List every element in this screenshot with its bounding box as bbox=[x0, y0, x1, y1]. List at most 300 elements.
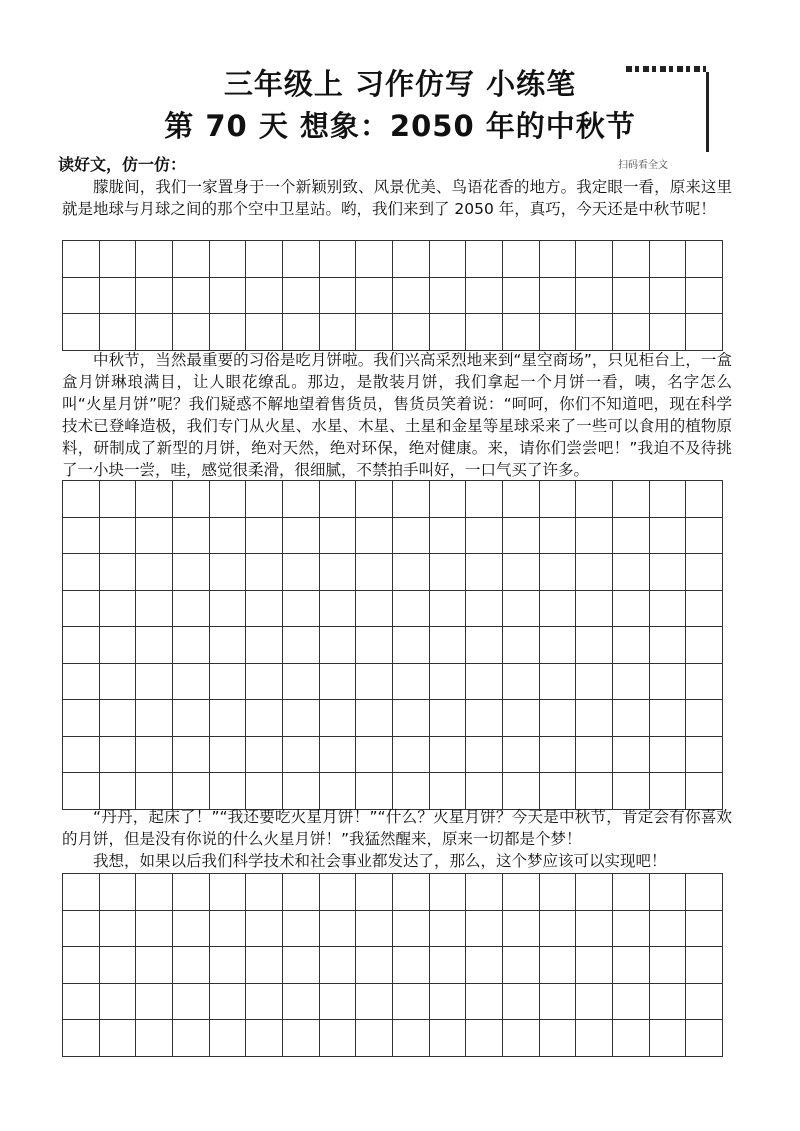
grid-cell[interactable] bbox=[466, 627, 503, 664]
writing-grid-3[interactable] bbox=[62, 873, 723, 1057]
grid-cell[interactable] bbox=[503, 911, 540, 948]
grid-cell[interactable] bbox=[246, 700, 283, 737]
grid-cell[interactable] bbox=[210, 664, 247, 701]
grid-cell[interactable] bbox=[540, 481, 577, 518]
grid-cell[interactable] bbox=[540, 947, 577, 984]
grid-cell[interactable] bbox=[246, 911, 283, 948]
grid-cell[interactable] bbox=[210, 241, 247, 278]
grid-cell[interactable] bbox=[173, 627, 210, 664]
grid-cell[interactable] bbox=[173, 737, 210, 774]
grid-cell[interactable] bbox=[246, 627, 283, 664]
grid-cell[interactable] bbox=[686, 554, 723, 591]
grid-cell[interactable] bbox=[686, 241, 723, 278]
grid-cell[interactable] bbox=[246, 278, 283, 315]
grid-cell[interactable] bbox=[393, 627, 430, 664]
grid-cell[interactable] bbox=[283, 1020, 320, 1057]
grid-cell[interactable] bbox=[503, 278, 540, 315]
grid-cell[interactable] bbox=[173, 518, 210, 555]
grid-cell[interactable] bbox=[356, 241, 393, 278]
grid-cell[interactable] bbox=[650, 278, 687, 315]
grid-cell[interactable] bbox=[246, 481, 283, 518]
grid-cell[interactable] bbox=[283, 874, 320, 911]
grid-cell[interactable] bbox=[576, 737, 613, 774]
grid-cell[interactable] bbox=[136, 481, 173, 518]
grid-cell[interactable] bbox=[246, 554, 283, 591]
grid-cell[interactable] bbox=[63, 773, 100, 810]
grid-cell[interactable] bbox=[393, 241, 430, 278]
grid-cell[interactable] bbox=[503, 314, 540, 351]
grid-cell[interactable] bbox=[466, 314, 503, 351]
grid-cell[interactable] bbox=[686, 627, 723, 664]
grid-cell[interactable] bbox=[430, 591, 467, 628]
grid-cell[interactable] bbox=[283, 518, 320, 555]
grid-cell[interactable] bbox=[356, 700, 393, 737]
grid-cell[interactable] bbox=[613, 984, 650, 1021]
grid-cell[interactable] bbox=[686, 518, 723, 555]
grid-cell[interactable] bbox=[613, 518, 650, 555]
grid-cell[interactable] bbox=[540, 874, 577, 911]
grid-cell[interactable] bbox=[393, 518, 430, 555]
grid-cell[interactable] bbox=[63, 700, 100, 737]
grid-cell[interactable] bbox=[173, 947, 210, 984]
grid-cell[interactable] bbox=[173, 664, 210, 701]
grid-cell[interactable] bbox=[393, 947, 430, 984]
grid-cell[interactable] bbox=[210, 314, 247, 351]
grid-cell[interactable] bbox=[686, 1020, 723, 1057]
grid-cell[interactable] bbox=[576, 278, 613, 315]
grid-cell[interactable] bbox=[540, 591, 577, 628]
grid-cell[interactable] bbox=[246, 314, 283, 351]
grid-cell[interactable] bbox=[136, 241, 173, 278]
grid-cell[interactable] bbox=[100, 947, 137, 984]
grid-cell[interactable] bbox=[430, 911, 467, 948]
grid-cell[interactable] bbox=[320, 737, 357, 774]
grid-cell[interactable] bbox=[576, 874, 613, 911]
grid-cell[interactable] bbox=[613, 591, 650, 628]
grid-cell[interactable] bbox=[650, 591, 687, 628]
grid-cell[interactable] bbox=[576, 481, 613, 518]
grid-cell[interactable] bbox=[650, 874, 687, 911]
grid-cell[interactable] bbox=[136, 1020, 173, 1057]
grid-cell[interactable] bbox=[576, 554, 613, 591]
grid-cell[interactable] bbox=[320, 591, 357, 628]
grid-cell[interactable] bbox=[173, 1020, 210, 1057]
grid-cell[interactable] bbox=[356, 518, 393, 555]
grid-cell[interactable] bbox=[100, 737, 137, 774]
grid-cell[interactable] bbox=[136, 591, 173, 628]
grid-cell[interactable] bbox=[100, 481, 137, 518]
grid-cell[interactable] bbox=[356, 591, 393, 628]
grid-cell[interactable] bbox=[613, 947, 650, 984]
grid-cell[interactable] bbox=[63, 664, 100, 701]
grid-cell[interactable] bbox=[173, 700, 210, 737]
grid-cell[interactable] bbox=[246, 984, 283, 1021]
grid-cell[interactable] bbox=[246, 773, 283, 810]
grid-cell[interactable] bbox=[173, 874, 210, 911]
grid-cell[interactable] bbox=[466, 664, 503, 701]
grid-cell[interactable] bbox=[686, 314, 723, 351]
grid-cell[interactable] bbox=[686, 664, 723, 701]
grid-cell[interactable] bbox=[320, 314, 357, 351]
grid-cell[interactable] bbox=[283, 911, 320, 948]
grid-cell[interactable] bbox=[503, 241, 540, 278]
grid-cell[interactable] bbox=[503, 664, 540, 701]
grid-cell[interactable] bbox=[173, 911, 210, 948]
grid-cell[interactable] bbox=[173, 591, 210, 628]
grid-cell[interactable] bbox=[576, 241, 613, 278]
grid-cell[interactable] bbox=[686, 874, 723, 911]
grid-cell[interactable] bbox=[246, 664, 283, 701]
grid-cell[interactable] bbox=[503, 947, 540, 984]
grid-cell[interactable] bbox=[320, 947, 357, 984]
grid-cell[interactable] bbox=[503, 773, 540, 810]
grid-cell[interactable] bbox=[503, 984, 540, 1021]
grid-cell[interactable] bbox=[136, 700, 173, 737]
grid-cell[interactable] bbox=[613, 911, 650, 948]
grid-cell[interactable] bbox=[466, 554, 503, 591]
grid-cell[interactable] bbox=[63, 984, 100, 1021]
grid-cell[interactable] bbox=[100, 664, 137, 701]
grid-cell[interactable] bbox=[540, 554, 577, 591]
grid-cell[interactable] bbox=[356, 627, 393, 664]
grid-cell[interactable] bbox=[540, 278, 577, 315]
grid-cell[interactable] bbox=[210, 278, 247, 315]
grid-cell[interactable] bbox=[246, 737, 283, 774]
grid-cell[interactable] bbox=[356, 481, 393, 518]
grid-cell[interactable] bbox=[283, 481, 320, 518]
grid-cell[interactable] bbox=[100, 874, 137, 911]
grid-cell[interactable] bbox=[466, 874, 503, 911]
grid-cell[interactable] bbox=[283, 627, 320, 664]
grid-cell[interactable] bbox=[320, 911, 357, 948]
grid-cell[interactable] bbox=[283, 984, 320, 1021]
grid-cell[interactable] bbox=[613, 874, 650, 911]
grid-cell[interactable] bbox=[540, 314, 577, 351]
grid-cell[interactable] bbox=[136, 664, 173, 701]
grid-cell[interactable] bbox=[650, 518, 687, 555]
grid-cell[interactable] bbox=[320, 1020, 357, 1057]
grid-cell[interactable] bbox=[430, 874, 467, 911]
grid-cell[interactable] bbox=[320, 278, 357, 315]
grid-cell[interactable] bbox=[430, 554, 467, 591]
grid-cell[interactable] bbox=[650, 911, 687, 948]
grid-cell[interactable] bbox=[686, 947, 723, 984]
grid-cell[interactable] bbox=[173, 278, 210, 315]
grid-cell[interactable] bbox=[393, 1020, 430, 1057]
grid-cell[interactable] bbox=[283, 700, 320, 737]
grid-cell[interactable] bbox=[320, 874, 357, 911]
grid-cell[interactable] bbox=[466, 911, 503, 948]
grid-cell[interactable] bbox=[466, 591, 503, 628]
grid-cell[interactable] bbox=[283, 241, 320, 278]
grid-cell[interactable] bbox=[393, 911, 430, 948]
grid-cell[interactable] bbox=[686, 591, 723, 628]
grid-cell[interactable] bbox=[393, 554, 430, 591]
grid-cell[interactable] bbox=[466, 773, 503, 810]
grid-cell[interactable] bbox=[576, 700, 613, 737]
grid-cell[interactable] bbox=[173, 773, 210, 810]
grid-cell[interactable] bbox=[430, 314, 467, 351]
grid-cell[interactable] bbox=[210, 874, 247, 911]
grid-cell[interactable] bbox=[320, 241, 357, 278]
grid-cell[interactable] bbox=[576, 314, 613, 351]
grid-cell[interactable] bbox=[393, 664, 430, 701]
grid-cell[interactable] bbox=[393, 773, 430, 810]
grid-cell[interactable] bbox=[320, 627, 357, 664]
grid-cell[interactable] bbox=[393, 591, 430, 628]
grid-cell[interactable] bbox=[393, 737, 430, 774]
grid-cell[interactable] bbox=[686, 773, 723, 810]
grid-cell[interactable] bbox=[650, 314, 687, 351]
grid-cell[interactable] bbox=[63, 627, 100, 664]
grid-cell[interactable] bbox=[430, 700, 467, 737]
grid-cell[interactable] bbox=[540, 911, 577, 948]
grid-cell[interactable] bbox=[466, 737, 503, 774]
grid-cell[interactable] bbox=[503, 627, 540, 664]
grid-cell[interactable] bbox=[430, 773, 467, 810]
grid-cell[interactable] bbox=[650, 241, 687, 278]
grid-cell[interactable] bbox=[173, 554, 210, 591]
grid-cell[interactable] bbox=[63, 1020, 100, 1057]
grid-cell[interactable] bbox=[210, 773, 247, 810]
grid-cell[interactable] bbox=[136, 278, 173, 315]
grid-cell[interactable] bbox=[63, 481, 100, 518]
grid-cell[interactable] bbox=[613, 700, 650, 737]
grid-cell[interactable] bbox=[613, 1020, 650, 1057]
grid-cell[interactable] bbox=[320, 554, 357, 591]
grid-cell[interactable] bbox=[356, 1020, 393, 1057]
grid-cell[interactable] bbox=[136, 627, 173, 664]
grid-cell[interactable] bbox=[283, 737, 320, 774]
grid-cell[interactable] bbox=[466, 947, 503, 984]
grid-cell[interactable] bbox=[136, 314, 173, 351]
grid-cell[interactable] bbox=[173, 314, 210, 351]
grid-cell[interactable] bbox=[136, 737, 173, 774]
grid-cell[interactable] bbox=[136, 874, 173, 911]
grid-cell[interactable] bbox=[576, 518, 613, 555]
grid-cell[interactable] bbox=[210, 591, 247, 628]
grid-cell[interactable] bbox=[100, 241, 137, 278]
grid-cell[interactable] bbox=[246, 947, 283, 984]
grid-cell[interactable] bbox=[210, 1020, 247, 1057]
grid-cell[interactable] bbox=[576, 627, 613, 664]
grid-cell[interactable] bbox=[100, 554, 137, 591]
grid-cell[interactable] bbox=[173, 481, 210, 518]
grid-cell[interactable] bbox=[430, 664, 467, 701]
grid-cell[interactable] bbox=[136, 518, 173, 555]
grid-cell[interactable] bbox=[210, 627, 247, 664]
grid-cell[interactable] bbox=[393, 278, 430, 315]
grid-cell[interactable] bbox=[100, 984, 137, 1021]
grid-cell[interactable] bbox=[246, 591, 283, 628]
grid-cell[interactable] bbox=[320, 481, 357, 518]
grid-cell[interactable] bbox=[466, 1020, 503, 1057]
grid-cell[interactable] bbox=[63, 518, 100, 555]
grid-cell[interactable] bbox=[576, 947, 613, 984]
grid-cell[interactable] bbox=[63, 314, 100, 351]
grid-cell[interactable] bbox=[466, 278, 503, 315]
grid-cell[interactable] bbox=[356, 874, 393, 911]
grid-cell[interactable] bbox=[393, 874, 430, 911]
grid-cell[interactable] bbox=[430, 947, 467, 984]
grid-cell[interactable] bbox=[686, 737, 723, 774]
grid-cell[interactable] bbox=[576, 1020, 613, 1057]
grid-cell[interactable] bbox=[686, 984, 723, 1021]
grid-cell[interactable] bbox=[686, 481, 723, 518]
grid-cell[interactable] bbox=[430, 518, 467, 555]
grid-cell[interactable] bbox=[63, 591, 100, 628]
grid-cell[interactable] bbox=[576, 984, 613, 1021]
grid-cell[interactable] bbox=[650, 984, 687, 1021]
grid-cell[interactable] bbox=[136, 911, 173, 948]
grid-cell[interactable] bbox=[210, 700, 247, 737]
grid-cell[interactable] bbox=[63, 947, 100, 984]
grid-cell[interactable] bbox=[320, 984, 357, 1021]
grid-cell[interactable] bbox=[576, 664, 613, 701]
grid-cell[interactable] bbox=[283, 591, 320, 628]
grid-cell[interactable] bbox=[613, 278, 650, 315]
grid-cell[interactable] bbox=[650, 773, 687, 810]
grid-cell[interactable] bbox=[63, 737, 100, 774]
grid-cell[interactable] bbox=[283, 947, 320, 984]
grid-cell[interactable] bbox=[540, 627, 577, 664]
grid-cell[interactable] bbox=[320, 773, 357, 810]
grid-cell[interactable] bbox=[393, 481, 430, 518]
grid-cell[interactable] bbox=[430, 984, 467, 1021]
grid-cell[interactable] bbox=[430, 627, 467, 664]
grid-cell[interactable] bbox=[613, 773, 650, 810]
grid-cell[interactable] bbox=[210, 947, 247, 984]
grid-cell[interactable] bbox=[430, 481, 467, 518]
grid-cell[interactable] bbox=[210, 737, 247, 774]
grid-cell[interactable] bbox=[100, 700, 137, 737]
grid-cell[interactable] bbox=[136, 554, 173, 591]
grid-cell[interactable] bbox=[356, 664, 393, 701]
grid-cell[interactable] bbox=[356, 911, 393, 948]
grid-cell[interactable] bbox=[650, 1020, 687, 1057]
grid-cell[interactable] bbox=[393, 700, 430, 737]
grid-cell[interactable] bbox=[283, 773, 320, 810]
grid-cell[interactable] bbox=[173, 241, 210, 278]
grid-cell[interactable] bbox=[613, 737, 650, 774]
grid-cell[interactable] bbox=[320, 664, 357, 701]
grid-cell[interactable] bbox=[356, 314, 393, 351]
grid-cell[interactable] bbox=[63, 241, 100, 278]
grid-cell[interactable] bbox=[686, 700, 723, 737]
grid-cell[interactable] bbox=[430, 241, 467, 278]
grid-cell[interactable] bbox=[466, 481, 503, 518]
grid-cell[interactable] bbox=[650, 947, 687, 984]
grid-cell[interactable] bbox=[283, 314, 320, 351]
grid-cell[interactable] bbox=[466, 241, 503, 278]
grid-cell[interactable] bbox=[246, 518, 283, 555]
grid-cell[interactable] bbox=[650, 664, 687, 701]
grid-cell[interactable] bbox=[136, 984, 173, 1021]
grid-cell[interactable] bbox=[283, 554, 320, 591]
grid-cell[interactable] bbox=[100, 911, 137, 948]
grid-cell[interactable] bbox=[503, 481, 540, 518]
grid-cell[interactable] bbox=[63, 554, 100, 591]
grid-cell[interactable] bbox=[100, 1020, 137, 1057]
grid-cell[interactable] bbox=[503, 518, 540, 555]
grid-cell[interactable] bbox=[100, 627, 137, 664]
grid-cell[interactable] bbox=[576, 911, 613, 948]
grid-cell[interactable] bbox=[246, 874, 283, 911]
grid-cell[interactable] bbox=[393, 314, 430, 351]
grid-cell[interactable] bbox=[210, 984, 247, 1021]
grid-cell[interactable] bbox=[210, 911, 247, 948]
grid-cell[interactable] bbox=[356, 947, 393, 984]
grid-cell[interactable] bbox=[63, 911, 100, 948]
grid-cell[interactable] bbox=[246, 1020, 283, 1057]
grid-cell[interactable] bbox=[650, 627, 687, 664]
grid-cell[interactable] bbox=[356, 278, 393, 315]
grid-cell[interactable] bbox=[540, 664, 577, 701]
grid-cell[interactable] bbox=[100, 591, 137, 628]
grid-cell[interactable] bbox=[576, 773, 613, 810]
grid-cell[interactable] bbox=[430, 737, 467, 774]
grid-cell[interactable] bbox=[503, 591, 540, 628]
grid-cell[interactable] bbox=[650, 737, 687, 774]
grid-cell[interactable] bbox=[246, 241, 283, 278]
grid-cell[interactable] bbox=[430, 1020, 467, 1057]
grid-cell[interactable] bbox=[210, 518, 247, 555]
grid-cell[interactable] bbox=[540, 518, 577, 555]
grid-cell[interactable] bbox=[650, 700, 687, 737]
grid-cell[interactable] bbox=[613, 481, 650, 518]
grid-cell[interactable] bbox=[613, 554, 650, 591]
grid-cell[interactable] bbox=[356, 984, 393, 1021]
grid-cell[interactable] bbox=[63, 874, 100, 911]
grid-cell[interactable] bbox=[540, 737, 577, 774]
grid-cell[interactable] bbox=[503, 1020, 540, 1057]
grid-cell[interactable] bbox=[173, 984, 210, 1021]
grid-cell[interactable] bbox=[503, 737, 540, 774]
grid-cell[interactable] bbox=[136, 947, 173, 984]
grid-cell[interactable] bbox=[283, 664, 320, 701]
grid-cell[interactable] bbox=[650, 481, 687, 518]
grid-cell[interactable] bbox=[320, 518, 357, 555]
grid-cell[interactable] bbox=[613, 664, 650, 701]
grid-cell[interactable] bbox=[356, 554, 393, 591]
grid-cell[interactable] bbox=[283, 278, 320, 315]
grid-cell[interactable] bbox=[100, 773, 137, 810]
grid-cell[interactable] bbox=[650, 554, 687, 591]
grid-cell[interactable] bbox=[100, 518, 137, 555]
grid-cell[interactable] bbox=[356, 773, 393, 810]
grid-cell[interactable] bbox=[613, 241, 650, 278]
writing-grid-2[interactable] bbox=[62, 480, 723, 810]
grid-cell[interactable] bbox=[540, 984, 577, 1021]
grid-cell[interactable] bbox=[320, 700, 357, 737]
grid-cell[interactable] bbox=[503, 700, 540, 737]
writing-grid-1[interactable] bbox=[62, 240, 723, 351]
grid-cell[interactable] bbox=[540, 773, 577, 810]
grid-cell[interactable] bbox=[430, 278, 467, 315]
grid-cell[interactable] bbox=[393, 984, 430, 1021]
grid-cell[interactable] bbox=[210, 481, 247, 518]
grid-cell[interactable] bbox=[576, 591, 613, 628]
grid-cell[interactable] bbox=[100, 314, 137, 351]
grid-cell[interactable] bbox=[63, 278, 100, 315]
grid-cell[interactable] bbox=[686, 911, 723, 948]
grid-cell[interactable] bbox=[100, 278, 137, 315]
grid-cell[interactable] bbox=[613, 627, 650, 664]
grid-cell[interactable] bbox=[540, 700, 577, 737]
grid-cell[interactable] bbox=[540, 1020, 577, 1057]
grid-cell[interactable] bbox=[466, 518, 503, 555]
grid-cell[interactable] bbox=[466, 984, 503, 1021]
